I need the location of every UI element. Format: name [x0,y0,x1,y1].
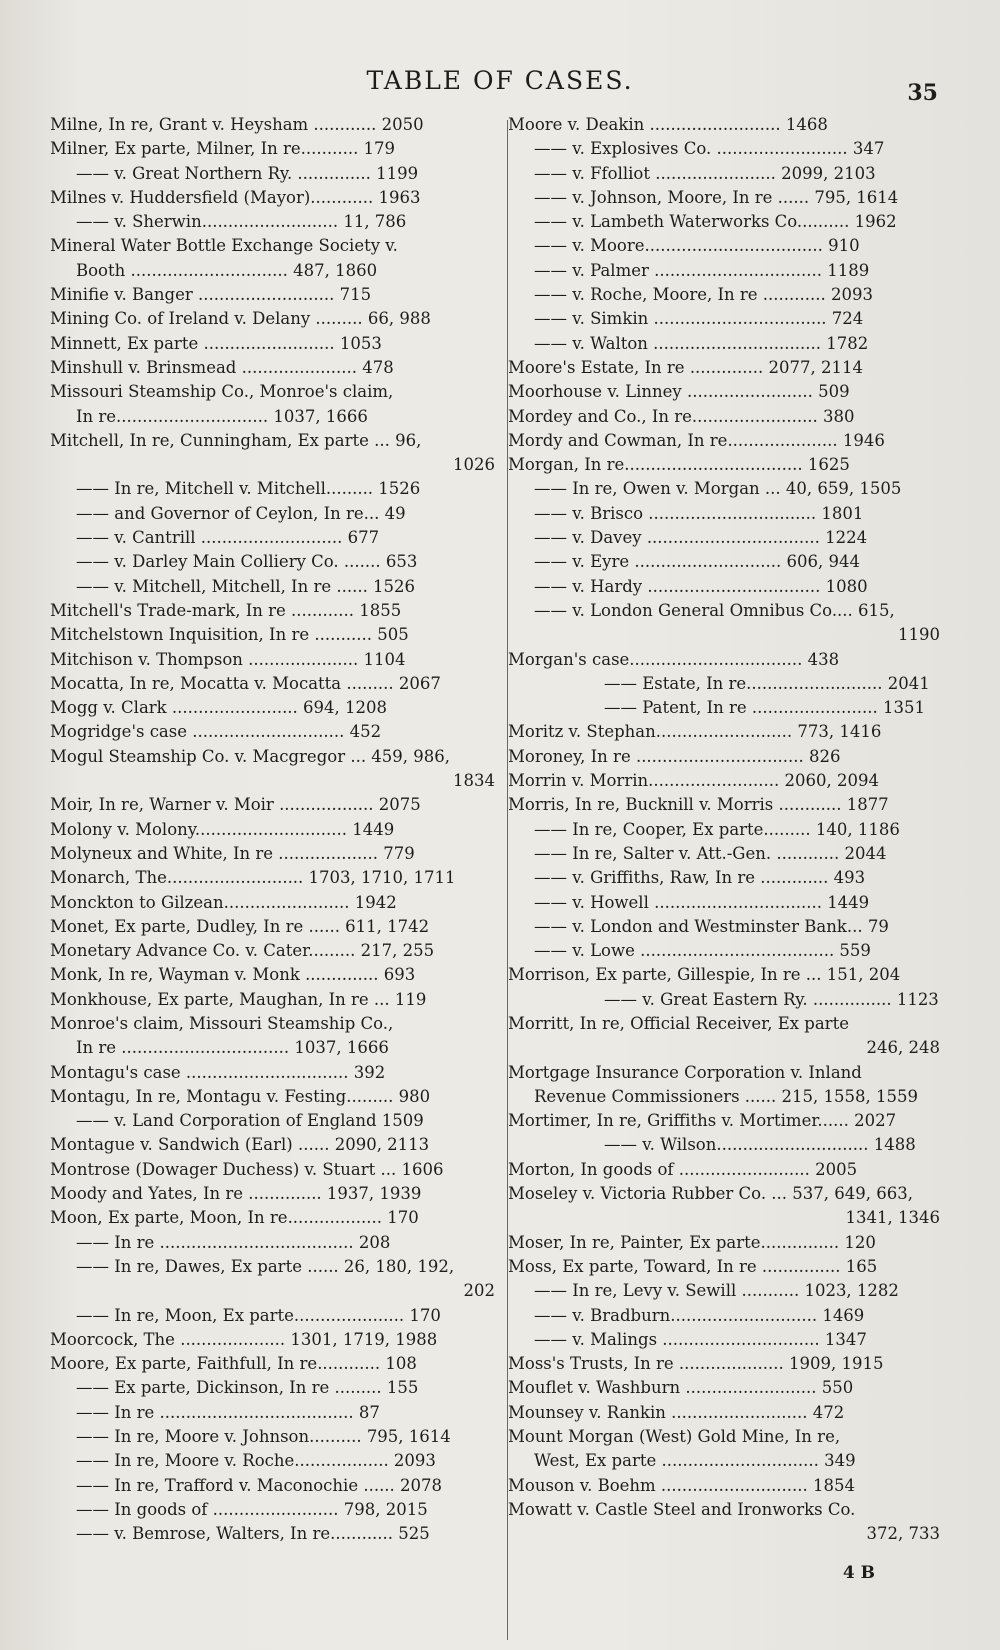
case-entry: Monk, In re, Wayman v. Monk .............. 693 [50,965,416,985]
case-entry: —— v. London General Omnibus Co.... 615, [534,600,895,620]
case-entry: —— In goods of ........................ 798, 2015 [76,1499,428,1519]
case-entry: Moore v. Deakin ......................... 1468 [508,115,828,134]
case-entry: —— v. Davey ................................. 1224 [534,528,868,548]
case-entry: Morrison, Ex parte, Gillespie, In re ... 151, 204 [508,965,901,985]
left-column [50,113,495,1547]
case-entry: Mowatt v. Castle Steel and Ironworks Co. [508,1499,856,1519]
case-entry: Mouson v. Boehm ............................ 1854 [508,1475,856,1495]
case-entry: Milner, Ex parte, Milner, In re........... 179 [50,139,396,159]
case-entry: Moore's Estate, In re .............. 2077, 2114 [508,357,863,377]
case-entry: —— v. Mitchell, Mitchell, In re ...... 1526 [76,576,416,596]
case-entry: Mitchison v. Thompson ..................... 1104 [50,649,406,669]
case-entry: Mogridge's case ............................. 452 [50,722,382,742]
case-entry: —— In re, Dawes, Ex parte ...... 26, 180, 192, [76,1256,455,1276]
case-entry: —— v. Wilson............................. 1488 [604,1135,916,1155]
case-entry: —— v. Roche, Moore, In re ............ 2093 [534,285,873,305]
case-entry: Mitchell, In re, Cunningham, Ex parte ... 96, [50,430,422,450]
case-entry: —— v. Sherwin.......................... 11, 786 [76,212,407,232]
case-entry: —— v. Lambeth Waterworks Co.......... 1962 [534,212,897,232]
case-entry: —— In re, Owen v. Morgan ... 40, 659, 1505 [534,479,902,499]
case-entry: —— v. Griffiths, Raw, In re ............. 493 [534,868,866,888]
case-entry: Moser, In re, Painter, Ex parte............... 120 [508,1232,876,1252]
case-entry: Monroe's claim, Missouri Steamship Co., [50,1013,394,1033]
case-entry: Minifie v. Banger .......................... 715 [50,285,372,305]
case-entry: —— In re, Mitchell v. Mitchell......... 1526 [76,479,421,499]
case-entry: —— v. Cantrill ........................... 677 [76,528,380,548]
case-entry: Moorhouse v. Linney ........................ 509 [508,382,850,402]
case-entry: Revenue Commissioners ...... 215, 1558, 1559 [534,1086,918,1106]
case-entry: Moseley v. Victoria Rubber Co. ... 537, 649, 663, [508,1184,913,1204]
case-entry: —— v. Hardy ................................. 1080 [534,576,868,596]
right-column [508,113,940,1547]
case-entry: —— v. Bemrose, Walters, In re............ 525 [76,1524,430,1544]
case-entry: Morris, In re, Bucknill v. Morris ............ 1877 [508,795,889,815]
case-entry: Monetary Advance Co. v. Cater......... 217, 255 [50,941,435,961]
case-entry: Mineral Water Bottle Exchange Society v. [50,236,398,256]
case-entry: 1834 [453,771,495,791]
case-entry: —— v. Bradburn............................ 1469 [534,1305,865,1325]
case-entry: Morgan, In re.................................. 1625 [508,455,850,475]
case-entry: —— In re, Moore v. Johnson.......... 795, 1614 [76,1427,451,1447]
case-entry: 1341, 1346 [845,1208,940,1228]
case-entry: Molyneux and White, In re ................... 779 [50,843,415,863]
case-entry: 246, 248 [866,1038,940,1058]
case-entry: 202 [463,1281,495,1301]
case-entry: —— v. Darley Main Colliery Co. ....... 653 [76,552,418,572]
case-entry: Mouflet v. Washburn ......................... 550 [508,1378,854,1398]
case-entry: —— In re, Moore v. Roche.................. 2093 [76,1451,436,1471]
case-entry: —— and Governor of Ceylon, In re... 49 [76,503,406,523]
case-entry: Mogul Steamship Co. v. Macgregor ... 459, 986, [50,746,451,766]
case-entry: —— v. Brisco ................................ 1801 [534,503,864,523]
case-entry: Mitchelstown Inquisition, In re ........... 505 [50,625,409,645]
case-entry: Morton, In goods of ......................... 2005 [508,1159,858,1179]
case-entry: —— In re, Moon, Ex parte..................... 170 [76,1305,441,1325]
case-entry: Milnes v. Huddersfield (Mayor)............ 1963 [50,187,421,207]
case-entry: —— v. Great Eastern Ry. ............... 1123 [604,989,939,1009]
case-entry: 372, 733 [866,1524,940,1544]
case-entry: Mounsey v. Rankin .......................... 472 [508,1402,845,1422]
case-entry: Montagu's case ............................... 392 [50,1062,386,1082]
case-entry: —— In re, Salter v. Att.-Gen. ............ 2044 [534,843,887,863]
case-entry: Monet, Ex parte, Dudley, In re ...... 611, 1742 [50,916,430,936]
case-entry: Moorcock, The .................... 1301, 1719, 1988 [50,1329,438,1349]
case-entry: —— Ex parte, Dickinson, In re ......... 155 [76,1378,419,1398]
case-entry: Moore, Ex parte, Faithfull, In re............ 108 [50,1354,417,1374]
case-entry: Monckton to Gilzean........................ 1942 [50,892,397,912]
case-entry: Morgan's case................................. 438 [508,649,840,669]
case-entry: Booth .............................. 487, 1860 [76,260,378,280]
case-entry: Moody and Yates, In re .............. 1937, 1939 [50,1184,422,1204]
case-entry: —— v. Eyre ............................ 606, 944 [534,552,860,572]
case-entry: In re............................. 1037, 1666 [76,406,368,426]
case-entry: Morrin v. Morrin......................... 2060, 2094 [508,771,879,791]
case-entry: Monarch, The.......................... 1703, 1710, 1711 [50,868,456,888]
case-entry: Minshull v. Brinsmead ...................... 478 [50,357,394,377]
case-entry: Mordy and Cowman, In re..................... 1946 [508,430,885,450]
case-entry: Moritz v. Stephan.......................... 773, 1416 [508,722,882,742]
case-entry: Mogg v. Clark ........................ 694, 1208 [50,698,388,718]
case-entry: —— In re ..................................... 87 [76,1402,380,1422]
case-entry: Mocatta, In re, Mocatta v. Mocatta ......... 2067 [50,673,441,693]
case-entry: —— v. Palmer ................................ 1189 [534,260,870,280]
case-entry: Missouri Steamship Co., Monroe's claim, [50,382,394,402]
case-entry: Mount Morgan (West) Gold Mine, In re, [508,1427,841,1447]
case-entry: —— In re, Trafford v. Maconochie ...... 2078 [76,1475,443,1495]
case-entry: —— v. Ffolliot ....................... 2099, 2103 [534,163,876,183]
case-entry: Mitchell's Trade-mark, In re ............ 1855 [50,600,402,620]
case-entry: —— Estate, In re.......................... 2041 [604,673,930,693]
case-entry: Montague v. Sandwich (Earl) ...... 2090, 2113 [50,1135,430,1155]
signature-mark: 4 B [842,1563,875,1583]
case-entry: —— v. Land Corporation of England 1509 [76,1111,424,1131]
case-entry: Monkhouse, Ex parte, Maughan, In re ... 119 [50,989,427,1009]
case-entry: Morritt, In re, Official Receiver, Ex parte [508,1013,849,1033]
case-entry: Moroney, In re ................................ 826 [508,746,841,766]
case-entry: —— v. Explosives Co. ......................... 347 [534,139,885,159]
case-entry: —— In re, Cooper, Ex parte......... 140, 1186 [534,819,900,839]
case-entry: 1190 [898,625,940,645]
case-entry: Moon, Ex parte, Moon, In re.................. 170 [50,1208,419,1228]
case-entry: Mortimer, In re, Griffiths v. Mortimer...... 2027 [508,1111,897,1131]
case-entry: —— Patent, In re ........................ 1351 [604,698,925,718]
case-entry: Mining Co. of Ireland v. Delany ......... 66, 988 [50,309,431,329]
case-entry: —— v. Moore.................................. 910 [534,236,860,256]
case-entry: —— In re ..................................... 208 [76,1232,391,1252]
case-entry: —— In re, Levy v. Sewill ........... 1023, 1282 [534,1281,899,1301]
case-entry: —— v. Howell ................................ 1449 [534,892,870,912]
case-entry: —— v. London and Westminster Bank... 79 [534,916,889,936]
case-entry: Minnett, Ex parte ......................... 1053 [50,333,382,353]
case-entry: Moss's Trusts, In re .................... 1909, 1915 [508,1354,884,1374]
page-title: TABLE OF CASES. [366,66,634,95]
case-entry: —— v. Lowe ..................................... 559 [534,941,871,961]
case-entry: Milne, In re, Grant v. Heysham ............ 2050 [50,115,424,134]
case-entry: Mortgage Insurance Corporation v. Inland [508,1062,862,1082]
case-entry: West, Ex parte .............................. 349 [534,1451,856,1471]
case-entry: Montrose (Dowager Duchess) v. Stuart ... 1606 [50,1159,444,1179]
case-entry: —— v. Great Northern Ry. .............. 1199 [76,163,419,183]
case-entry: Mordey and Co., In re........................ 380 [508,406,855,426]
case-entry: Montagu, In re, Montagu v. Festing......... 980 [50,1086,431,1106]
case-entry: —— v. Simkin ................................. 724 [534,309,864,329]
case-entry: Moir, In re, Warner v. Moir .................. 2075 [50,795,421,815]
case-entry: —— v. Walton ................................ 1782 [534,333,869,353]
case-entry: —— v. Johnson, Moore, In re ...... 795, 1614 [534,187,899,207]
page-number: 35 [907,80,938,106]
case-entry: 1026 [453,455,495,475]
case-entry: —— v. Malings .............................. 1347 [534,1329,867,1349]
case-entry: In re ................................ 1037, 1666 [76,1038,389,1058]
case-entry: Molony v. Molony............................. 1449 [50,819,395,839]
case-entry: Moss, Ex parte, Toward, In re ............... 165 [508,1256,878,1276]
